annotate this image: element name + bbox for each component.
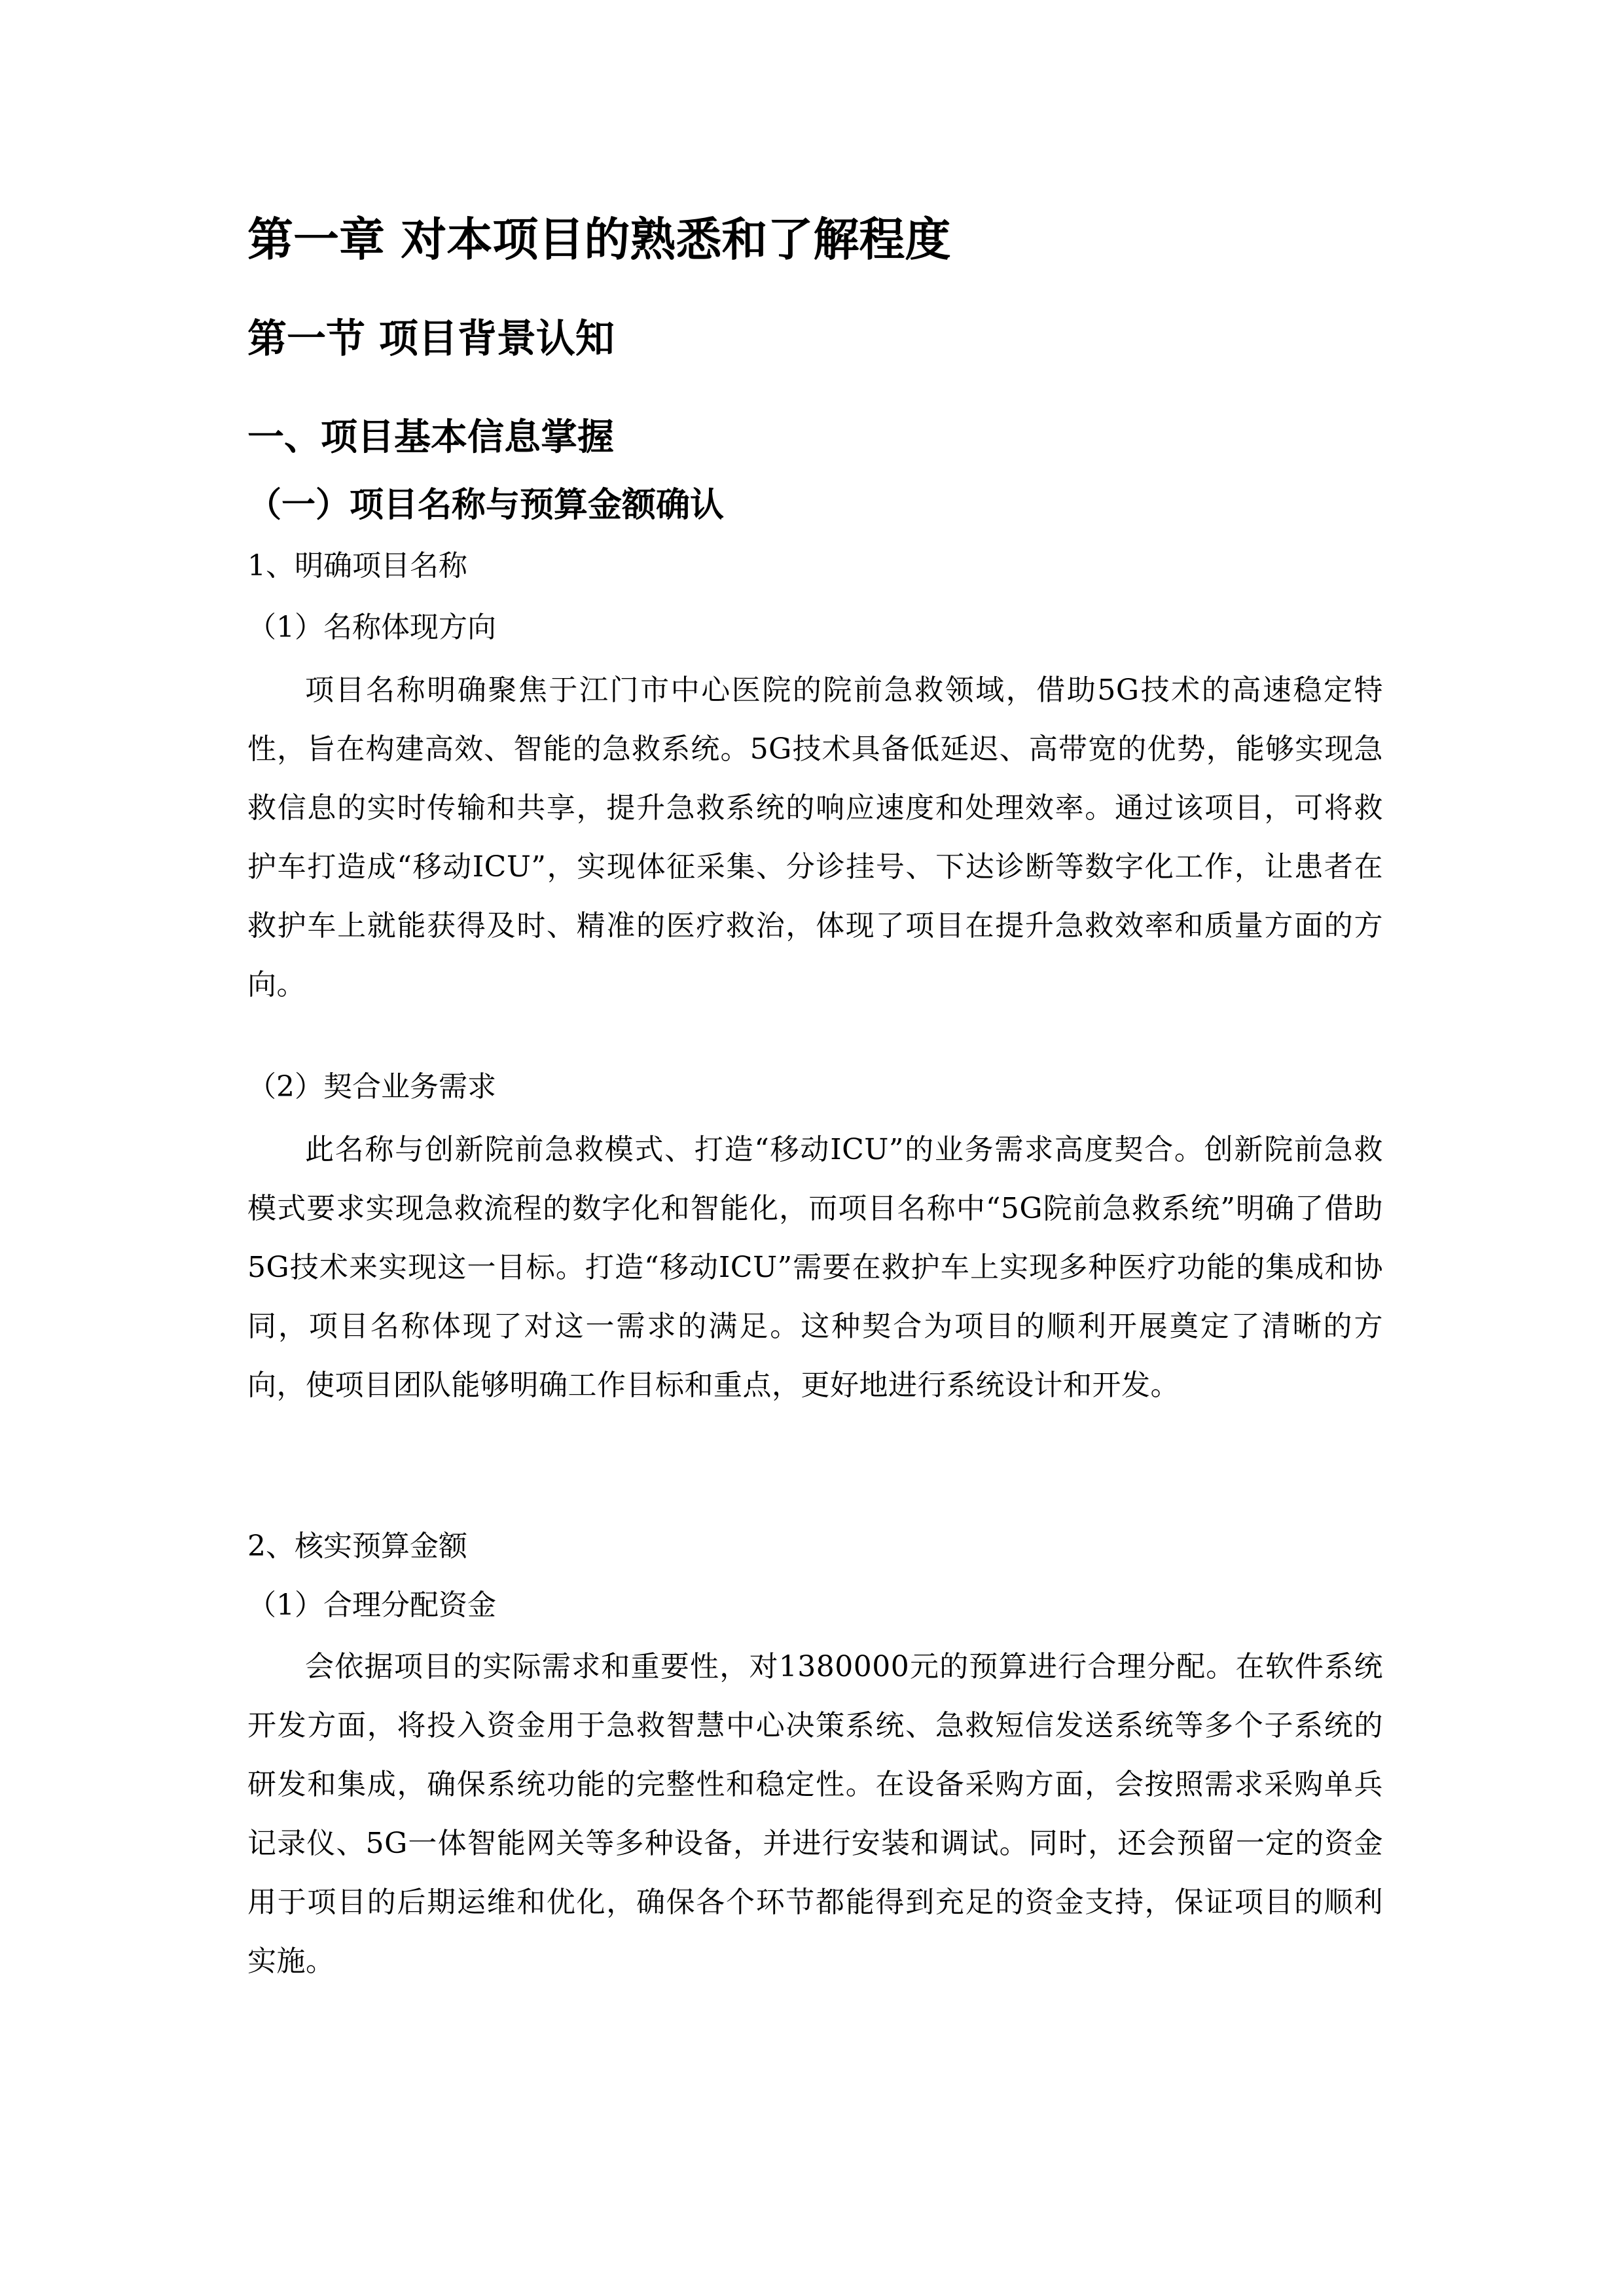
section-title: 第一节 项目背景认知 <box>247 316 615 362</box>
item2-sub1-paragraph: 会依据项目的实际需求和重要性，对1380000元的预算进行合理分配。在软件系统开发方面，将投入资金用于急救智慧中心决策系统、急救短信发送系统等多个子系统的研发和集成，确保系统功能的完整性和稳定性。在设备采购方面，会按照需求采购单兵记录仪、5G一体智能网关等多种设备，并进行安装和调试。同时，还会预留一定的资金用于项目的后期运维和优化，确保各个环节都能得到充足的资金支持，保证项目的顺利实施。 <box>247 1650 1383 1978</box>
subsection-title: （一）项目名称与预算金额确认 <box>247 485 725 525</box>
item1-sub1-title: （1）名称体现方向 <box>247 611 496 644</box>
item1-sub2-title: （2）契合业务需求 <box>247 1070 496 1103</box>
chapter-title: 第一章 对本项目的熟悉和了解程度 <box>247 213 951 266</box>
item2-sub1-title: （1）合理分配资金 <box>247 1588 496 1622</box>
part-title: 一、项目基本信息掌握 <box>247 416 614 459</box>
item1-title: 1、明确项目名称 <box>247 549 467 583</box>
item1-sub1-paragraph: 项目名称明确聚焦于江门市中心医院的院前急救领域，借助5G技术的高速稳定特性，旨在构建高效、智能的急救系统。5G技术具备低延迟、高带宽的优势，能够实现急救信息的实时传输和共享，提升急救系统的响应速度和处理效率。通过该项目，可将救护车打造成“移动ICU”，实现体征采集、分诊挂号、下达诊断等数字化工作，让患者在救护车上就能获得及时、精准的医疗救治，体现了项目在提升急救效率和质量方面的方向。 <box>247 673 1383 1001</box>
item2-title: 2、核实预算金额 <box>247 1530 467 1563</box>
item1-sub2-paragraph: 此名称与创新院前急救模式、打造“移动ICU”的业务需求高度契合。创新院前急救模式要求实现急救流程的数字化和智能化，而项目名称中“5G院前急救系统”明确了借助5G技术来实现这一目标。打造“移动ICU”需要在救护车上实现多种医疗功能的集成和协同，项目名称体现了对这一需求的满足。这种契合为项目的顺利开展奠定了清晰的方向，使项目团队能够明确工作目标和重点，更好地进行系统设计和开发。 <box>247 1133 1383 1402</box>
